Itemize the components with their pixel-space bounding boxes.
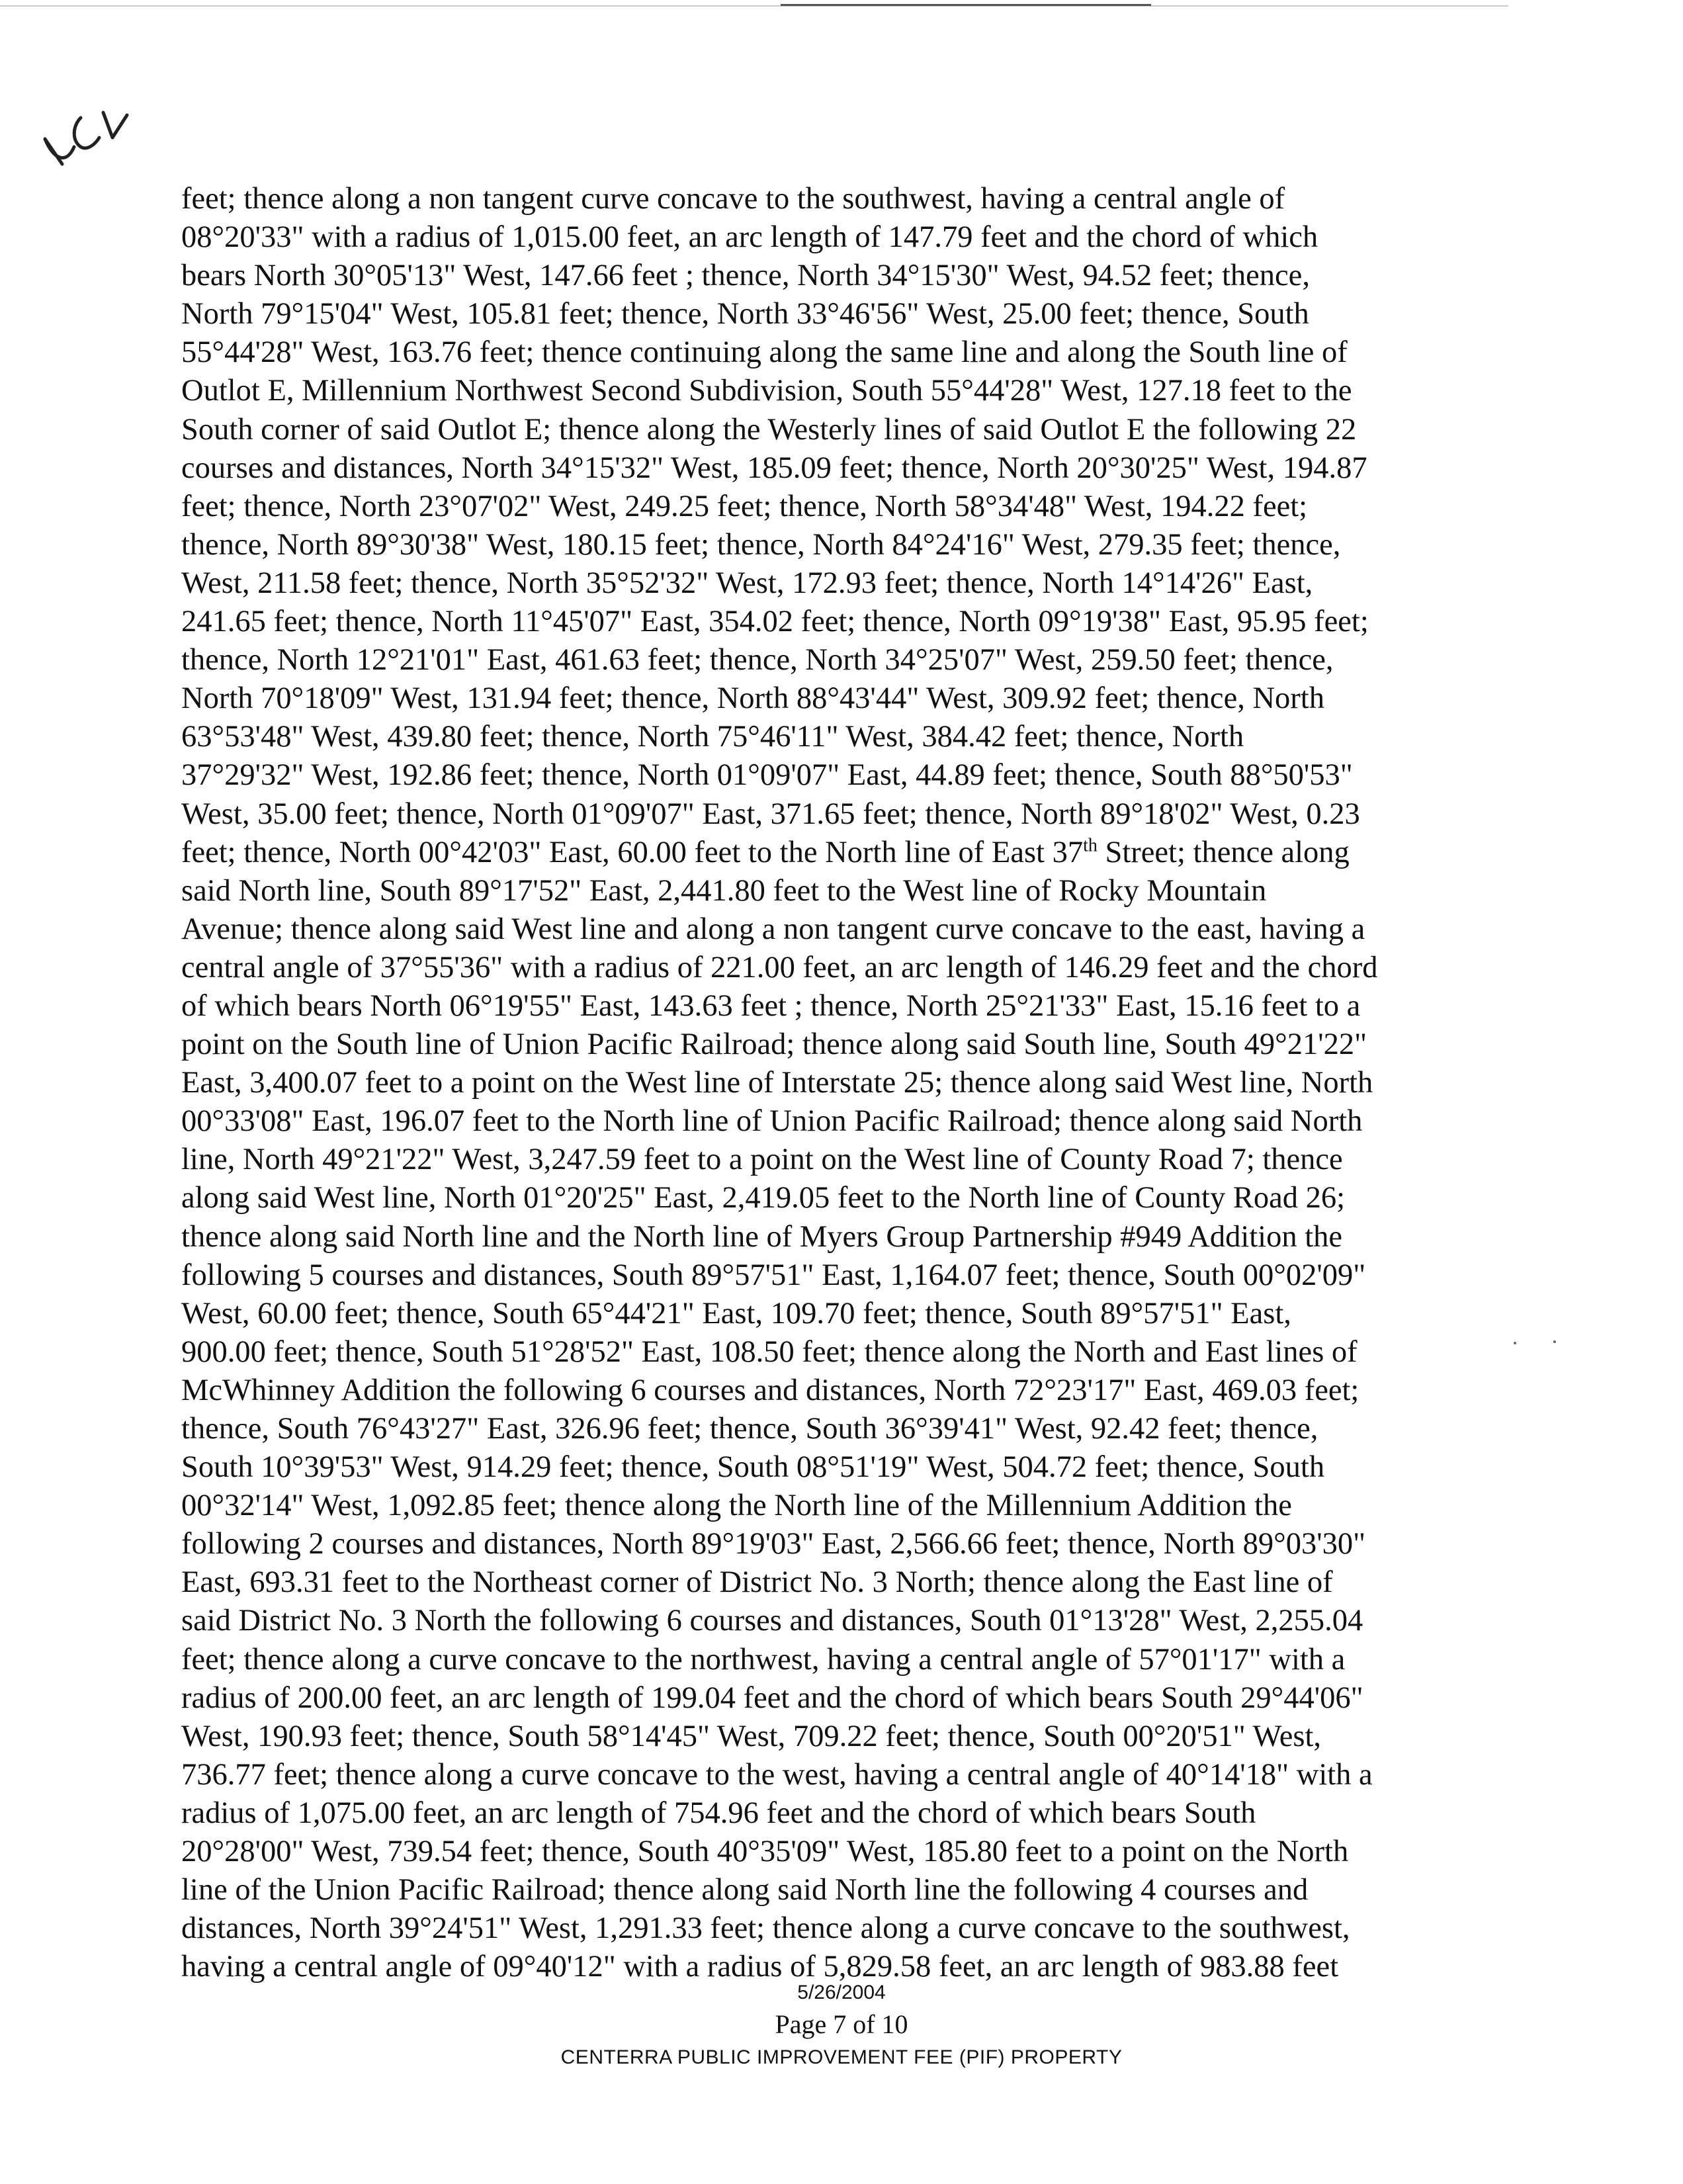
text-line: South corner of said Outlot E; thence along the Westerly lines of said Outlot E the following 22 xyxy=(181,412,1357,447)
text-line: of which bears North 06°19'55" East, 143.63 feet ; thence, North 25°21'33" East, 15.16 feet to a xyxy=(181,988,1361,1023)
text-line: feet; thence, North 23°07'02" West, 249.25 feet; thence, North 58°34'48" West, 194.22 feet; xyxy=(181,489,1308,523)
text-line: line of the Union Pacific Railroad; thence along said North line the following 4 courses and xyxy=(181,1873,1309,1907)
text-line: Avenue; thence along said West line and along a non tangent curve concave to the east, having a xyxy=(181,912,1365,946)
text-line: said District No. 3 North the following 6 courses and distances, South 01°13'28" West, 2,255.04 xyxy=(181,1604,1363,1638)
text-line: McWhinney Addition the following 6 courses and distances, North 72°23'17" East, 469.03 feet; xyxy=(181,1373,1359,1407)
text-line: West, 190.93 feet; thence, South 58°14'45" West, 709.22 feet; thence, South 00°20'51" West, xyxy=(181,1719,1321,1753)
text-line: 55°44'28" West, 163.76 feet; thence continuing along the same line and along the South line of xyxy=(181,335,1348,370)
text-line: following 2 courses and distances, North 89°19'03" East, 2,566.66 feet; thence, North 89°03'30" xyxy=(181,1527,1366,1561)
text-line: 900.00 feet; thence, South 51°28'52" East, 108.50 feet; thence along the North and East lines of xyxy=(181,1334,1358,1369)
text-line: thence, North 89°30'38" West, 180.15 feet; thence, North 84°24'16" West, 279.35 feet; thence, xyxy=(181,527,1341,562)
text-line: bears North 30°05'13" West, 147.66 feet ; thence, North 34°15'30" West, 94.52 feet; thence, xyxy=(181,259,1310,293)
footer-date: 5/26/2004 xyxy=(797,1982,886,2003)
text-line: North 79°15'04" West, 105.81 feet; thence, North 33°46'56" West, 25.00 feet; thence, South xyxy=(181,297,1309,331)
text-line: following 5 courses and distances, South 89°57'51" East, 1,164.07 feet; thence, South 00°02'09" xyxy=(181,1258,1366,1292)
scan-specks xyxy=(1508,1336,1575,1350)
text-line: thence along said North line and the North line of Myers Group Partnership #949 Addition the xyxy=(181,1219,1343,1254)
text-line: North 70°18'09" West, 131.94 feet; thence, North 88°43'44" West, 309.92 feet; thence, North xyxy=(181,681,1324,716)
text-line: radius of 200.00 feet, an arc length of 199.04 feet and the chord of which bears South 29°44'06" xyxy=(181,1681,1363,1715)
text-line-east-37th xyxy=(181,834,1504,872)
text-line: distances, North 39°24'51" West, 1,291.33 feet; thence along a curve concave to the southwest, xyxy=(181,1911,1350,1946)
text-line: West, 35.00 feet; thence, North 01°09'07" East, 371.65 feet; thence, North 89°18'02" West, 0.23 xyxy=(181,797,1360,831)
text-line: central angle of 37°55'36" with a radius of 221.00 feet, an arc length of 146.29 feet and the chord xyxy=(181,950,1378,984)
text-line: feet; thence along a curve concave to the northwest, having a central angle of 57°01'17" with a xyxy=(181,1642,1346,1677)
text-segment: feet; thence, North 00°42'03" East, 60.00 feet to the North line of East 37 xyxy=(181,835,1084,869)
text-line: line, North 49°21'22" West, 3,247.59 feet to a point on the West line of County Road 7; thence xyxy=(181,1143,1343,1177)
scan-edge-line-dark xyxy=(781,4,1151,6)
text-line: West, 60.00 feet; thence, South 65°44'21" East, 109.70 feet; thence, South 89°57'51" East, xyxy=(181,1296,1291,1331)
ordinal-superscript: th xyxy=(1083,835,1098,856)
text-line: feet; thence along a non tangent curve concave to the southwest, having a central angle of xyxy=(181,182,1285,216)
scan-edge-line xyxy=(0,5,1508,7)
text-line: point on the South line of Union Pacific Railroad; thence along said South line, South 49°21'22" xyxy=(181,1027,1367,1062)
text-line: 00°32'14" West, 1,092.85 feet; thence along the North line of the Millennium Addition the xyxy=(181,1489,1292,1523)
text-line: 241.65 feet; thence, North 11°45'07" East, 354.02 feet; thence, North 09°19'38" East, 95.95 feet; xyxy=(181,605,1369,639)
text-line: thence, South 76°43'27" East, 326.96 feet; thence, South 36°39'41" West, 92.42 feet; thence, xyxy=(181,1412,1318,1446)
text-line: 37°29'32" West, 192.86 feet; thence, North 01°09'07" East, 44.89 feet; thence, South 88°50'53" xyxy=(181,758,1353,793)
legal-description-text xyxy=(181,180,1504,1986)
text-line: along said West line, North 01°20'25" East, 2,419.05 feet to the North line of County Road 26; xyxy=(181,1181,1346,1215)
handwritten-initials xyxy=(40,99,165,192)
text-line: 20°28'00" West, 739.54 feet; thence, South 40°35'09" West, 185.80 feet to a point on the North xyxy=(181,1835,1349,1869)
text-line: South 10°39'53" West, 914.29 feet; thence, South 08°51'19" West, 504.72 feet; thence, South xyxy=(181,1450,1325,1485)
text-line: radius of 1,075.00 feet, an arc length of 754.96 feet and the chord of which bears South xyxy=(181,1796,1256,1830)
text-line: said North line, South 89°17'52" East, 2,441.80 feet to the West line of Rocky Mountain xyxy=(181,873,1267,908)
text-line: East, 3,400.07 feet to a point on the West line of Interstate 25; thence along said West line, North xyxy=(181,1066,1373,1100)
text-line: 736.77 feet; thence along a curve concave to the west, having a central angle of 40°14'18" with a xyxy=(181,1757,1373,1792)
page-number: Page 7 of 10 xyxy=(775,2009,908,2039)
text-line: having a central angle of 09°40'12" with a radius of 5,829.58 feet, an arc length of 983.88 feet xyxy=(181,1950,1339,1984)
text-segment: Street; thence along xyxy=(1097,835,1350,869)
text-line: 63°53'48" West, 439.80 feet; thence, North 75°46'11" West, 384.42 feet; thence, North xyxy=(181,720,1244,754)
text-line: 00°33'08" East, 196.07 feet to the North line of Union Pacific Railroad; thence along said North xyxy=(181,1104,1363,1139)
text-line: courses and distances, North 34°15'32" West, 185.09 feet; thence, North 20°30'25" West, 194.87 xyxy=(181,451,1367,485)
text-line: thence, North 12°21'01" East, 461.63 feet; thence, North 34°25'07" West, 259.50 feet; thence, xyxy=(181,643,1334,677)
text-line: 08°20'33" with a radius of 1,015.00 feet, an arc length of 147.79 feet and the chord of which xyxy=(181,220,1318,255)
document-title: CENTERRA PUBLIC IMPROVEMENT FEE (PIF) PROPERTY xyxy=(560,2046,1123,2068)
text-line: West, 211.58 feet; thence, North 35°52'32" West, 172.93 feet; thence, North 14°14'26" East, xyxy=(181,566,1313,600)
text-line: Outlot E, Millennium Northwest Second Subdivision, South 55°44'28" West, 127.18 feet to the xyxy=(181,374,1352,408)
text-line: East, 693.31 feet to the Northeast corner of District No. 3 North; thence along the East line of xyxy=(181,1565,1333,1600)
